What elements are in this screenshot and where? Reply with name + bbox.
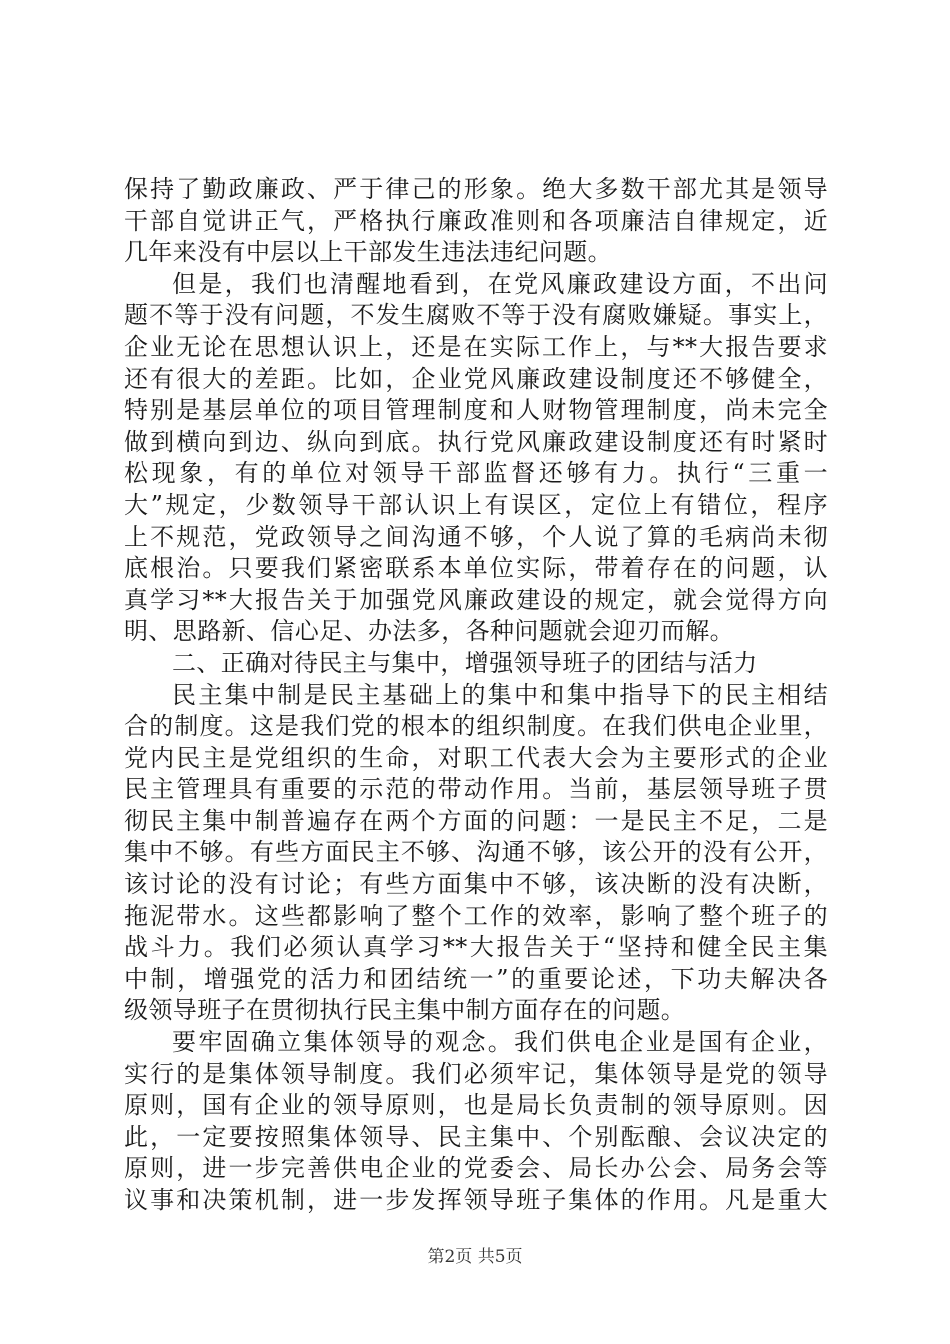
text-line: 合的制度。这是我们党的根本的组织制度。在我们供电企业里， [124,712,828,741]
text-line: 中制，增强党的活力和团结统一”的重要论述，下功夫解决各 [124,964,828,993]
body-text [124,174,828,1217]
text-line: 上不规范，党政领导之间沟通不够，个人说了算的毛病尚未彻 [124,522,828,551]
text-line: 松现象，有的单位对领导干部监督还够有力。执行“三重一 [124,459,828,488]
text-line: 大”规定，少数领导干部认识上有误区，定位上有错位，程序 [124,490,828,519]
text-line: 战斗力。我们必须认真学习**大报告关于“坚持和健全民主集 [124,933,828,962]
text-line: 几年来没有中层以上干部发生违法违纪问题。 [124,238,612,267]
page-number-footer: 第2页 共5页 [427,1247,523,1267]
text-line: 此，一定要按照集体领导、民主集中、个别酝酿、会议决定的 [124,1122,828,1151]
text-line: 彻民主集中制普遍存在两个方面的问题：一是民主不足，二是 [124,806,828,835]
paragraph-first-line: 民主集中制是民主基础上的集中和集中指导下的民主相结 [172,680,828,709]
text-line: 原则，进一步完善供电企业的党委会、局长办公会、局务会等 [124,1154,828,1183]
paragraph-first-line: 要牢固确立集体领导的观念。我们供电企业是国有企业， [172,1028,828,1057]
text-line: 议事和决策机制，进一步发挥领导班子集体的作用。凡是重大 [124,1186,828,1214]
section-heading: 二、正确对待民主与集中，增强领导班子的团结与活力 [172,648,758,677]
text-line: 党内民主是党组织的生命，对职工代表大会为主要形式的企业 [124,743,828,772]
text-line: 拖泥带水。这些都影响了整个工作的效率，影响了整个班子的 [124,901,828,930]
text-line: 保持了勤政廉政、严于律己的形象。绝大多数干部尤其是领导 [124,175,828,203]
paragraph-first-line: 但是，我们也清醒地看到，在党风廉政建设方面，不出问 [172,269,828,298]
text-line: 题不等于没有问题，不发生腐败不等于没有腐败嫌疑。事实上， [124,301,828,330]
text-line: 实行的是集体领导制度。我们必须牢记，集体领导是党的领导 [124,1059,828,1088]
text-line: 做到横向到边、纵向到底。执行党风廉政建设制度还有时紧时 [124,427,828,456]
text-line: 企业无论在思想认识上，还是在实际工作上，与**大报告要求 [124,332,828,361]
text-line: 该讨论的没有讨论；有些方面集中不够，该决断的没有决断， [124,870,828,899]
text-line: 明、思路新、信心足、办法多，各种问题就会迎刃而解。 [124,617,734,646]
text-line: 民主管理具有重要的示范的带动作用。当前，基层领导班子贯 [124,775,828,804]
text-line: 集中不够。有些方面民主不够、沟通不够，该公开的没有公开， [124,838,828,867]
text-line: 底根治。只要我们紧密联系本单位实际，带着存在的问题，认 [124,554,828,583]
text-line: 干部自觉讲正气，严格执行廉政准则和各项廉洁自律规定，近 [124,206,828,235]
text-line: 级领导班子在贯彻执行民主集中制方面存在的问题。 [124,996,686,1025]
text-line: 原则，国有企业的领导原则，也是局长负责制的领导原则。因 [124,1091,828,1120]
text-line: 特别是基层单位的项目管理制度和人财物管理制度，尚未完全 [124,396,828,425]
text-line: 还有很大的差距。比如，企业党风廉政建设制度还不够健全， [124,364,828,393]
text-line: 真学习**大报告关于加强党风廉政建设的规定，就会觉得方向 [124,585,828,614]
